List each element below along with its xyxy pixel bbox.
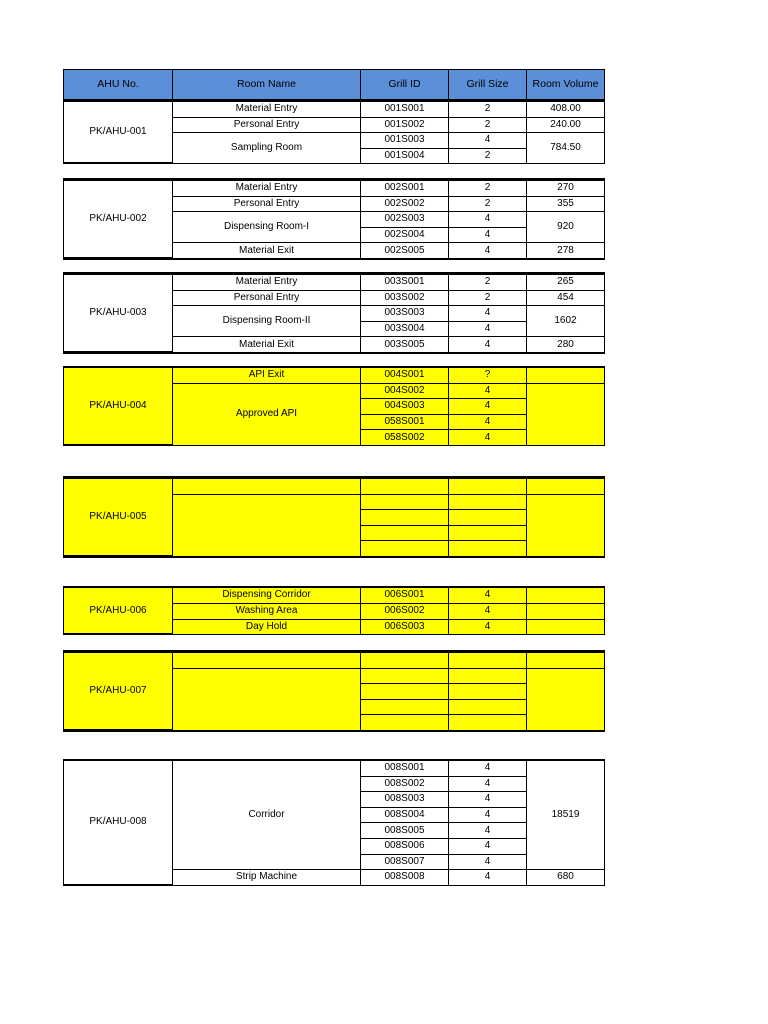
room-name-cell: Material Exit bbox=[172, 242, 361, 259]
grill-id-cell: 008S001 bbox=[360, 760, 449, 777]
room-volume-cell: 18519 bbox=[526, 760, 605, 870]
grill-id-cell bbox=[360, 509, 449, 526]
grill-size-cell: ? bbox=[448, 367, 527, 384]
room-name-cell: Approved API bbox=[172, 383, 361, 446]
grill-id-cell: 006S003 bbox=[360, 619, 449, 636]
grill-size-cell bbox=[448, 525, 527, 542]
grill-size-cell bbox=[448, 478, 527, 495]
header-grill-size: Grill Size bbox=[448, 69, 527, 100]
grill-size-cell: 2 bbox=[448, 290, 527, 307]
room-volume-cell: 784.50 bbox=[526, 132, 605, 164]
grill-id-cell bbox=[360, 683, 449, 700]
room-volume-cell: 278 bbox=[526, 242, 605, 259]
room-name-cell bbox=[172, 494, 361, 557]
room-volume-cell: 920 bbox=[526, 211, 605, 243]
grill-size-cell: 4 bbox=[448, 587, 527, 604]
room-name-cell: Dispensing Room-I bbox=[172, 211, 361, 243]
grill-size-cell: 4 bbox=[448, 838, 527, 855]
room-name-cell: Corridor bbox=[172, 760, 361, 870]
grill-id-cell: 002S001 bbox=[360, 180, 449, 197]
grill-id-cell: 004S002 bbox=[360, 383, 449, 400]
grill-size-cell bbox=[448, 494, 527, 511]
grill-id-cell: 004S001 bbox=[360, 367, 449, 384]
ahu-number-cell: PK/AHU-002 bbox=[63, 180, 173, 258]
grill-id-cell bbox=[360, 494, 449, 511]
room-volume-cell bbox=[526, 668, 605, 731]
room-name-cell: Dispensing Room-II bbox=[172, 305, 361, 337]
room-name-cell: Material Entry bbox=[172, 274, 361, 291]
room-volume-cell: 408.00 bbox=[526, 101, 605, 118]
room-volume-cell: 355 bbox=[526, 196, 605, 213]
room-volume-cell: 680 bbox=[526, 869, 605, 886]
grill-size-cell: 4 bbox=[448, 603, 527, 620]
room-name-cell: Strip Machine bbox=[172, 869, 361, 886]
grill-size-cell: 4 bbox=[448, 227, 527, 244]
room-name-cell: Washing Area bbox=[172, 603, 361, 620]
grill-size-cell: 2 bbox=[448, 117, 527, 134]
grill-size-cell: 2 bbox=[448, 274, 527, 291]
room-name-cell: Day Hold bbox=[172, 619, 361, 636]
grill-size-cell: 4 bbox=[448, 854, 527, 871]
grill-size-cell: 4 bbox=[448, 760, 527, 777]
room-volume-cell: 240.00 bbox=[526, 117, 605, 134]
grill-size-cell: 4 bbox=[448, 321, 527, 338]
grill-id-cell bbox=[360, 699, 449, 716]
ahu-block bbox=[63, 586, 605, 635]
grill-size-cell: 4 bbox=[448, 211, 527, 228]
grill-id-cell: 003S004 bbox=[360, 321, 449, 338]
room-volume-cell bbox=[526, 619, 605, 636]
room-volume-cell: 280 bbox=[526, 336, 605, 353]
grill-size-cell bbox=[448, 652, 527, 669]
grill-id-cell: 008S004 bbox=[360, 807, 449, 824]
room-name-cell: Material Exit bbox=[172, 336, 361, 353]
header-room-volume: Room Volume bbox=[526, 69, 605, 100]
grill-size-cell bbox=[448, 683, 527, 700]
grill-size-cell: 4 bbox=[448, 383, 527, 400]
header-grill-id: Grill ID bbox=[360, 69, 449, 100]
grill-size-cell bbox=[448, 540, 527, 557]
room-name-cell bbox=[172, 652, 361, 669]
grill-id-cell: 001S004 bbox=[360, 148, 449, 165]
room-volume-cell bbox=[526, 652, 605, 669]
grill-size-cell: 2 bbox=[448, 101, 527, 118]
grill-id-cell: 002S004 bbox=[360, 227, 449, 244]
room-name-cell: Personal Entry bbox=[172, 117, 361, 134]
ahu-number-cell: PK/AHU-001 bbox=[63, 101, 173, 163]
header-room-name: Room Name bbox=[172, 69, 361, 100]
grill-id-cell: 002S002 bbox=[360, 196, 449, 213]
ahu-block bbox=[63, 650, 605, 732]
room-volume-cell bbox=[526, 383, 605, 446]
ahu-number-cell: PK/AHU-004 bbox=[63, 367, 173, 445]
grill-size-cell: 4 bbox=[448, 822, 527, 839]
grill-size-cell: 4 bbox=[448, 429, 527, 446]
header-ahu-no: AHU No. bbox=[63, 69, 173, 100]
ahu-block bbox=[63, 272, 605, 354]
grill-size-cell bbox=[448, 509, 527, 526]
grill-id-cell: 002S003 bbox=[360, 211, 449, 228]
room-volume-cell: 265 bbox=[526, 274, 605, 291]
ahu-number-cell: PK/AHU-005 bbox=[63, 478, 173, 556]
grill-size-cell: 2 bbox=[448, 148, 527, 165]
grill-size-cell: 4 bbox=[448, 807, 527, 824]
room-volume-cell bbox=[526, 603, 605, 620]
grill-id-cell bbox=[360, 714, 449, 731]
ahu-block bbox=[63, 476, 605, 558]
grill-size-cell: 4 bbox=[448, 336, 527, 353]
grill-id-cell: 003S003 bbox=[360, 305, 449, 322]
grill-id-cell: 003S002 bbox=[360, 290, 449, 307]
grill-size-cell: 4 bbox=[448, 414, 527, 431]
grill-size-cell: 4 bbox=[448, 132, 527, 149]
grill-size-cell: 2 bbox=[448, 196, 527, 213]
room-name-cell: API Exit bbox=[172, 367, 361, 384]
grill-size-cell bbox=[448, 699, 527, 716]
grill-id-cell: 058S001 bbox=[360, 414, 449, 431]
room-name-cell: Personal Entry bbox=[172, 290, 361, 307]
grill-id-cell: 001S003 bbox=[360, 132, 449, 149]
grill-id-cell bbox=[360, 668, 449, 685]
grill-id-cell bbox=[360, 540, 449, 557]
grill-id-cell bbox=[360, 478, 449, 495]
grill-size-cell bbox=[448, 714, 527, 731]
ahu-block bbox=[63, 100, 605, 164]
room-volume-cell bbox=[526, 478, 605, 495]
ahu-block bbox=[63, 178, 605, 260]
ahu-number-cell: PK/AHU-006 bbox=[63, 587, 173, 634]
room-volume-cell: 454 bbox=[526, 290, 605, 307]
grill-size-cell bbox=[448, 668, 527, 685]
grill-id-cell: 058S002 bbox=[360, 429, 449, 446]
grill-id-cell: 001S002 bbox=[360, 117, 449, 134]
room-volume-cell bbox=[526, 367, 605, 384]
room-name-cell: Personal Entry bbox=[172, 196, 361, 213]
grill-size-cell: 4 bbox=[448, 242, 527, 259]
grill-id-cell: 006S001 bbox=[360, 587, 449, 604]
ahu-number-cell: PK/AHU-007 bbox=[63, 652, 173, 730]
grill-size-cell: 4 bbox=[448, 619, 527, 636]
grill-id-cell: 008S006 bbox=[360, 838, 449, 855]
grill-id-cell: 003S001 bbox=[360, 274, 449, 291]
grill-id-cell: 008S007 bbox=[360, 854, 449, 871]
ahu-block bbox=[63, 759, 605, 886]
room-name-cell: Material Entry bbox=[172, 101, 361, 118]
room-name-cell: Dispensing Corridor bbox=[172, 587, 361, 604]
ahu-number-cell: PK/AHU-003 bbox=[63, 274, 173, 352]
room-volume-cell: 1602 bbox=[526, 305, 605, 337]
grill-id-cell: 008S002 bbox=[360, 776, 449, 793]
grill-size-cell: 4 bbox=[448, 791, 527, 808]
grill-id-cell: 003S005 bbox=[360, 336, 449, 353]
ahu-number-cell: PK/AHU-008 bbox=[63, 760, 173, 885]
room-name-cell: Material Entry bbox=[172, 180, 361, 197]
grill-id-cell: 001S001 bbox=[360, 101, 449, 118]
room-volume-cell bbox=[526, 494, 605, 557]
grill-id-cell: 008S008 bbox=[360, 869, 449, 886]
room-name-cell bbox=[172, 478, 361, 495]
grill-size-cell: 4 bbox=[448, 776, 527, 793]
grill-id-cell: 006S002 bbox=[360, 603, 449, 620]
ahu-block bbox=[63, 366, 605, 446]
grill-id-cell bbox=[360, 525, 449, 542]
grill-size-cell: 2 bbox=[448, 180, 527, 197]
grill-size-cell: 4 bbox=[448, 869, 527, 886]
grill-id-cell: 004S003 bbox=[360, 398, 449, 415]
table-header bbox=[63, 69, 605, 100]
grill-size-cell: 4 bbox=[448, 305, 527, 322]
grill-id-cell: 008S003 bbox=[360, 791, 449, 808]
grill-id-cell bbox=[360, 652, 449, 669]
room-volume-cell bbox=[526, 587, 605, 604]
grill-id-cell: 008S005 bbox=[360, 822, 449, 839]
grill-size-cell: 4 bbox=[448, 398, 527, 415]
room-name-cell bbox=[172, 668, 361, 731]
room-volume-cell: 270 bbox=[526, 180, 605, 197]
grill-id-cell: 002S005 bbox=[360, 242, 449, 259]
room-name-cell: Sampling Room bbox=[172, 132, 361, 164]
